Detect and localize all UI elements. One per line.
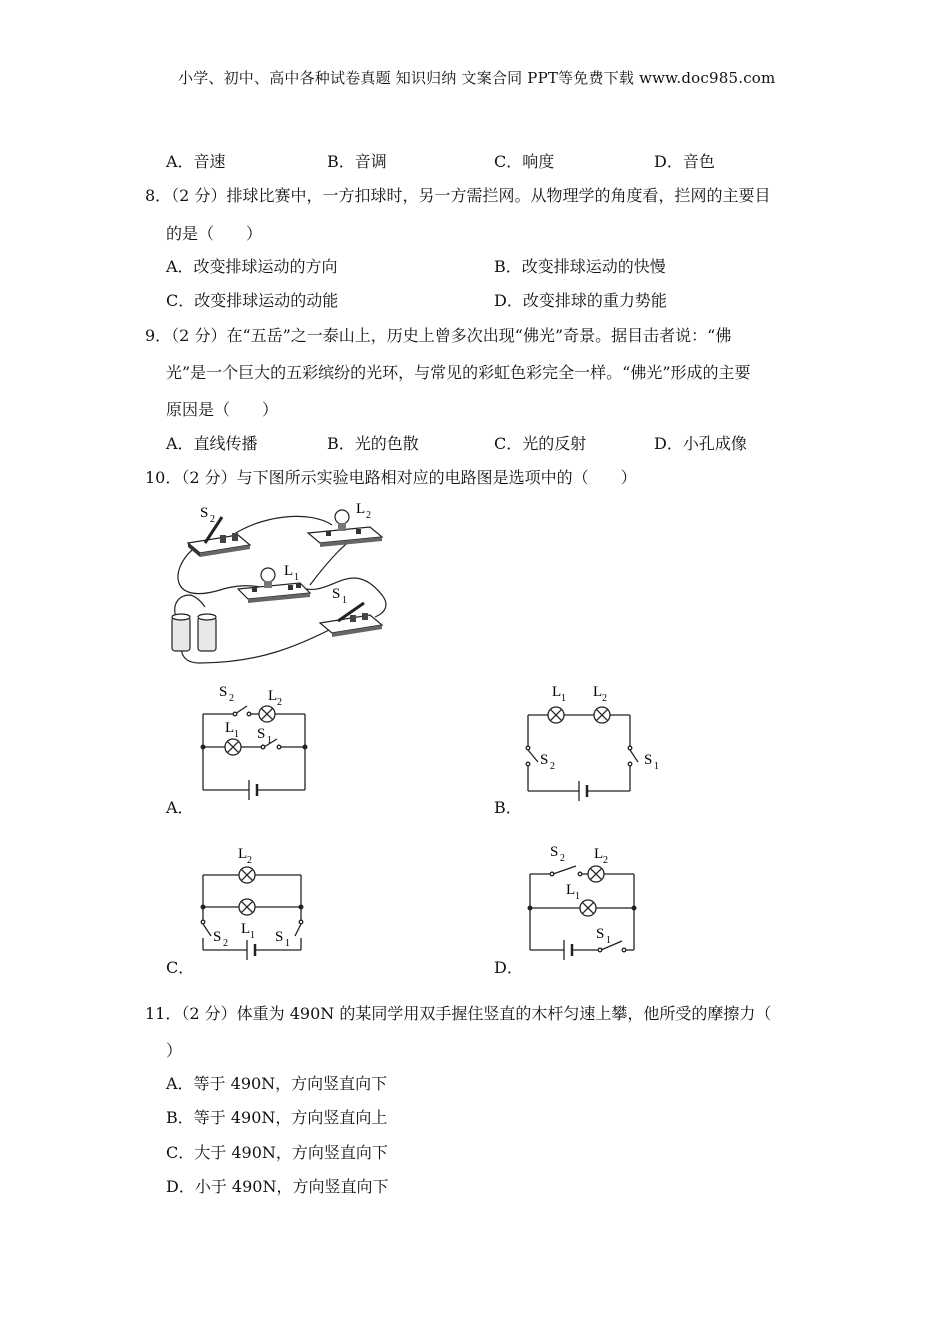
diagram-a-s1-label: S: [257, 726, 266, 742]
q7-option-d: D．音色: [654, 152, 715, 171]
photo-label-l2: L: [356, 501, 366, 517]
photo-label-l1-sub: 1: [294, 572, 299, 583]
q9-stem-line2: 光”是一个巨大的五彩缤纷的光环，与常见的彩虹色彩完全一样。“佛光”形成的主要: [166, 363, 751, 382]
diagram-a-s2-sub: 2: [229, 693, 234, 704]
q8-option-a: A．改变排球运动的方向: [166, 257, 338, 276]
q9-stem-line1: 9．（2 分）在“五岳”之一泰山上，历史上曾多次出现“佛光”奇景。据目击者说：“佛: [145, 326, 732, 345]
photo-label-s1-sub: 1: [342, 595, 347, 606]
q10-option-d-letter: D．: [494, 958, 523, 977]
diagram-c-l1-sub: 1: [250, 930, 255, 941]
diagram-d-s1-label: S: [596, 926, 605, 942]
diagram-b-l1-label: L: [552, 684, 562, 700]
q8-stem-line1: 8．（2 分）排球比赛中，一方扣球时，另一方需拦网。从物理学的角度看，拦网的主要目: [145, 186, 771, 205]
q7-option-c: C．响度: [494, 152, 555, 171]
q9-option-a: A．直线传播: [166, 434, 258, 453]
diagram-d-s2-label: S: [550, 844, 559, 860]
photo-label-s2: S: [200, 505, 209, 521]
diagram-b-s2-label: S: [540, 752, 549, 768]
q7-option-b: B．音调: [327, 152, 387, 171]
q9-option-b: B．光的色散: [327, 434, 419, 453]
q11-option-c: C．大于 490N，方向竖直向下: [166, 1143, 388, 1162]
q11-option-d: D．小于 490N，方向竖直向下: [166, 1177, 389, 1196]
q11-option-b: B．等于 490N，方向竖直向上: [166, 1108, 388, 1127]
diagram-a-s1-sub: 1: [267, 735, 272, 746]
diagram-d-s2-sub: 2: [560, 853, 565, 864]
diagram-c-s1-label: S: [275, 929, 284, 945]
q8-option-b: B．改变排球运动的快慢: [494, 257, 666, 276]
page-header: 小学、初中、高中各种试卷真题 知识归纳 文案合同 PPT等免费下载 www.doc985.com: [178, 69, 776, 87]
diagram-c-s1-sub: 1: [285, 938, 290, 949]
diagram-b-s1-sub: 1: [654, 761, 659, 772]
diagram-d-l2-sub: 2: [603, 855, 608, 866]
q10-option-c-letter: C．: [166, 958, 195, 977]
battery-cells: [172, 614, 216, 651]
diagram-a-s2-label: S: [219, 684, 228, 700]
q10-stem: 10．（2 分）与下图所示实验电路相对应的电路图是选项中的（ ）: [145, 468, 637, 487]
q8-option-c: C．改变排球运动的动能: [166, 291, 339, 310]
photo-label-l1: L: [284, 563, 294, 579]
diagram-c-s2-sub: 2: [223, 938, 228, 949]
diagram-c-l2-sub: 2: [247, 855, 252, 866]
q11-stem-line1: 11．（2 分）体重为 490N 的某同学用双手握住竖直的木杆匀速上攀，他所受的摩擦力（: [145, 1004, 772, 1023]
q10-option-b-letter: B．: [494, 798, 522, 817]
circuit-option-c: [195, 842, 320, 967]
switch-s1-board: [320, 603, 382, 637]
switch-s2-board: [188, 517, 250, 557]
diagram-c-l1-label: L: [241, 921, 251, 937]
circuit-option-b: [520, 678, 670, 803]
q8-stem-line2: 的是（ ）: [166, 224, 263, 243]
q11-option-a: A．等于 490N，方向竖直向下: [166, 1074, 388, 1093]
photo-label-l2-sub: 2: [366, 510, 371, 521]
diagram-b-s2-sub: 2: [550, 761, 555, 772]
q9-stem-line3: 原因是（ ）: [166, 400, 279, 419]
diagram-a-l2-sub: 2: [277, 697, 282, 708]
diagram-d-l1-sub: 1: [575, 891, 580, 902]
diagram-c-l2-label: L: [238, 846, 248, 862]
diagram-d-l2-label: L: [594, 846, 604, 862]
photo-label-s2-sub: 2: [210, 514, 215, 525]
photo-label-s1: S: [332, 586, 341, 602]
diagram-d-l1-label: L: [566, 882, 576, 898]
q7-option-a: A．音速: [166, 152, 226, 171]
q11-stem-line2: ）: [166, 1041, 183, 1060]
diagram-a-l2-label: L: [268, 688, 278, 704]
diagram-a-l1-subscript: 1: [234, 729, 239, 740]
circuit-option-a: [195, 680, 315, 800]
diagram-b-l2-label: L: [593, 684, 603, 700]
diagram-b-l1-sub: 1: [561, 693, 566, 704]
q10-option-a-letter: A．: [166, 798, 194, 817]
diagram-b-s1-label: S: [644, 752, 653, 768]
q9-option-d: D．小孔成像: [654, 434, 747, 453]
diagram-b-l2-sub: 2: [602, 693, 607, 704]
q9-option-c: C．光的反射: [494, 434, 587, 453]
circuit-option-d: [520, 840, 650, 968]
q8-option-d: D．改变排球的重力势能: [494, 291, 667, 310]
experiment-circuit-figure: [160, 495, 400, 670]
diagram-a-l1-label: L: [225, 720, 235, 736]
diagram-d-s1-sub: 1: [606, 935, 611, 946]
diagram-c-s2-label: S: [213, 929, 222, 945]
